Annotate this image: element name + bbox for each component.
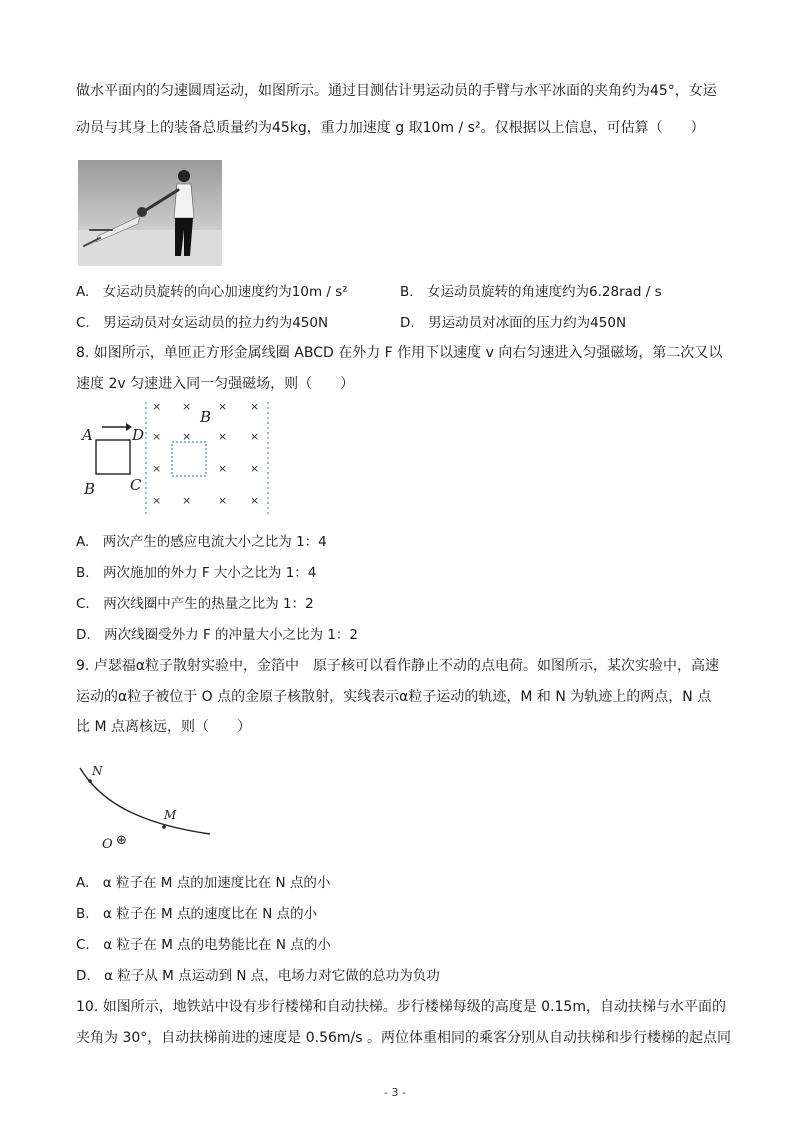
q9-text-line2: 运动的α粒子被位于 O 点的金原子核散射，实线表示α粒子运动的轨迹，M 和 N 为轨迹上的两点，N 点 xyxy=(76,689,712,705)
svg-text:×: × xyxy=(250,462,260,475)
q8-text-line2: 速度 2v 匀速进入同一匀强磁场，则（ ） xyxy=(76,376,355,392)
coil-square xyxy=(96,440,130,474)
svg-text:×: × xyxy=(152,494,162,507)
q9-option-a: A. α 粒子在 M 点的加速度比在 N 点的小 xyxy=(76,875,331,891)
alpha-scattering-diagram xyxy=(76,760,216,856)
q8-option-b: B. 两次施加的外力 F 大小之比为 1：4 xyxy=(76,565,317,581)
svg-text:×: × xyxy=(250,400,260,413)
svg-text:×: × xyxy=(218,494,228,507)
figure-skaters-photo xyxy=(78,160,222,266)
q9-option-c: C. α 粒子在 M 点的电势能比在 N 点的小 xyxy=(76,937,331,953)
q7-text-line2: 动员与其身上的装备总质量约为45kg，重力加速度 g 取10m / s²。仅根据以上信息，可估算（ ） xyxy=(76,120,705,136)
q7-option-a: A. 女运动员旋转的向心加速度约为10m / s² xyxy=(76,284,348,300)
svg-text:×: × xyxy=(152,400,162,413)
nucleus-icon: ⊕ xyxy=(116,833,127,848)
q8-option-c: C. 两次线圈中产生的热量之比为 1：2 xyxy=(76,596,314,612)
label-a: A xyxy=(82,426,93,444)
q7-option-c: C. 男运动员对女运动员的拉力约为450N xyxy=(76,315,329,331)
svg-text:×: × xyxy=(218,462,228,475)
q9-text-line3: 比 M 点离核远，则（ ） xyxy=(76,719,251,735)
label-field-b: B xyxy=(200,408,212,426)
svg-text:×: × xyxy=(152,462,162,475)
label-m: M xyxy=(164,808,177,822)
svg-text:×: × xyxy=(182,494,192,507)
q9-text-line1: 9. 卢瑟福α粒子散射实验中，金箔中 原子核可以看作静止不动的点电荷。如图所示，某次实验中，高速 xyxy=(76,658,720,674)
coil-dashed-square xyxy=(172,442,206,476)
svg-text:×: × xyxy=(152,430,162,443)
q7-text-line1: 做水平面内的匀速圆周运动，如图所示。通过目测估计男运动员的手臂与水平冰面的夹角约为45°，女运 xyxy=(76,83,717,99)
magnetic-field-diagram xyxy=(76,398,276,518)
q8-option-a: A. 两次产生的感应电流大小之比为 1：4 xyxy=(76,534,327,550)
q8-option-d: D. 两次线圈受外力 F 的冲量大小之比为 1：2 xyxy=(76,627,359,643)
q10-text-line1: 10. 如图所示，地铁站中设有步行楼梯和自动扶梯。步行楼梯每级的高度是 0.15m，自动扶梯与水平面的 xyxy=(76,999,726,1015)
q9-option-b: B. α 粒子在 M 点的速度比在 N 点的小 xyxy=(76,906,318,922)
svg-text:×: × xyxy=(218,400,228,413)
page-number: - 3 - xyxy=(384,1086,406,1099)
label-b: B xyxy=(84,480,96,498)
q7-option-d: D. 男运动员对冰面的压力约为450N xyxy=(400,315,627,331)
label-o: O xyxy=(102,837,113,852)
label-n: N xyxy=(92,764,103,778)
label-c: C xyxy=(130,476,142,494)
svg-text:×: × xyxy=(218,430,228,443)
q10-text-line2: 夹角为 30°，自动扶梯前进的速度是 0.56m/s 。两位体重相同的乘客分别从自动扶梯和步行楼梯的起点同 xyxy=(76,1030,731,1046)
point-m xyxy=(162,825,166,829)
q8-text-line1: 8. 如图所示，单匝正方形金属线圈 ABCD 在外力 F 作用下以速度 v 向右匀速进入匀强磁场，第二次又以 xyxy=(76,345,723,361)
point-n xyxy=(88,779,92,783)
label-d: D xyxy=(132,426,145,444)
svg-text:×: × xyxy=(182,430,192,443)
svg-text:×: × xyxy=(250,430,260,443)
svg-text:×: × xyxy=(182,400,192,413)
q7-option-b: B. 女运动员旋转的角速度约为6.28rad / s xyxy=(400,284,662,300)
svg-text:×: × xyxy=(250,494,260,507)
q9-option-d: D. α 粒子从 M 点运动到 N 点，电场力对它做的总功为负功 xyxy=(76,968,440,984)
